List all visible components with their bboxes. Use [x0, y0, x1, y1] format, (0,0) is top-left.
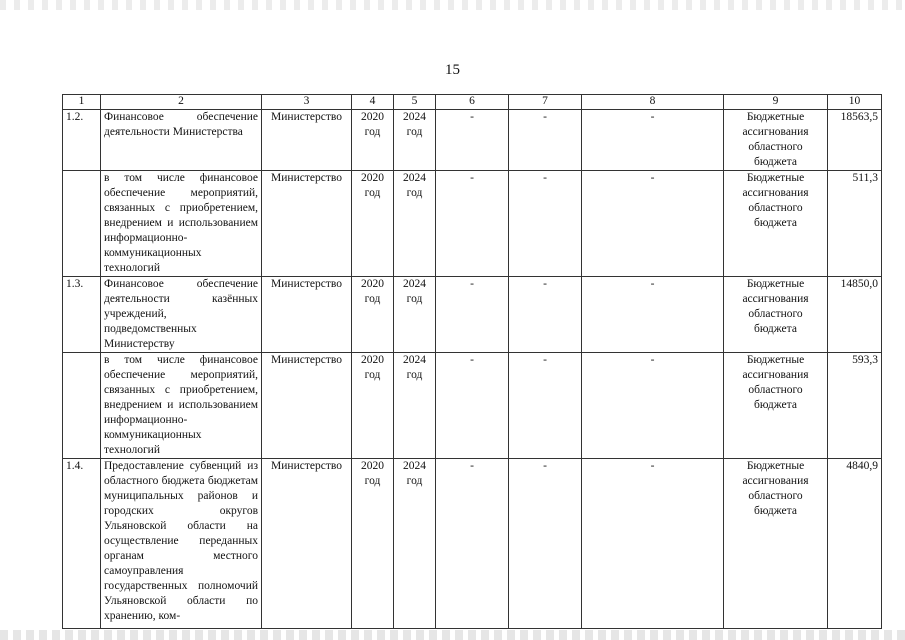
- row-executor: Министерство: [262, 277, 352, 353]
- row-end-year: 2024 год: [394, 277, 436, 353]
- row-start-year: 2020 год: [352, 110, 394, 171]
- page-number: 15: [445, 62, 460, 78]
- scan-edge-bottom: [0, 630, 905, 640]
- column-header: 1: [63, 95, 101, 110]
- row-col8: -: [582, 459, 724, 629]
- table-row: [63, 171, 882, 277]
- table-row: [63, 353, 882, 459]
- table-row: [63, 277, 882, 353]
- row-executor: Министерство: [262, 353, 352, 459]
- table-row: [63, 459, 882, 629]
- table-row: [63, 110, 882, 171]
- row-executor: Министерство: [262, 459, 352, 629]
- row-amount: 593,3: [828, 353, 882, 459]
- row-col6: -: [436, 277, 509, 353]
- row-end-year: 2024 год: [394, 353, 436, 459]
- row-col7: -: [509, 353, 582, 459]
- row-end-year: 2024 год: [394, 171, 436, 277]
- row-start-year: 2020 год: [352, 459, 394, 629]
- row-number: 1.2.: [63, 110, 101, 171]
- row-funding-source: Бюджетные ассигнования областного бюджета: [724, 110, 828, 171]
- row-col7: -: [509, 277, 582, 353]
- row-description: в том числе финансовое обеспечение мероприятий, связанных с приобретением, внедрением и использованием информационно-коммуникационных технологий: [101, 353, 262, 459]
- row-amount: 4840,9: [828, 459, 882, 629]
- column-header: 4: [352, 95, 394, 110]
- row-description: Финансовое обеспечение деятельности казённых учреждений, подведомственных Министерству: [101, 277, 262, 353]
- row-col7: -: [509, 110, 582, 171]
- column-header: 3: [262, 95, 352, 110]
- column-header: 9: [724, 95, 828, 110]
- row-funding-source: Бюджетные ассигнования областного бюджета: [724, 459, 828, 629]
- row-number: 1.4.: [63, 459, 101, 629]
- program-table: [62, 94, 882, 629]
- column-header: 6: [436, 95, 509, 110]
- row-col6: -: [436, 171, 509, 277]
- row-col8: -: [582, 110, 724, 171]
- row-funding-source: Бюджетные ассигнования областного бюджета: [724, 353, 828, 459]
- column-header: 2: [101, 95, 262, 110]
- row-number: [63, 171, 101, 277]
- row-number: [63, 353, 101, 459]
- column-header: 8: [582, 95, 724, 110]
- row-col6: -: [436, 353, 509, 459]
- row-description: Финансовое обеспечение деятельности Министерства: [101, 110, 262, 171]
- row-executor: Министерство: [262, 110, 352, 171]
- column-number-row: [63, 95, 882, 110]
- column-header: 5: [394, 95, 436, 110]
- row-description: Предоставление субвенций из областного бюджета бюджетам муниципальных районов и городских округов Ульяновской области на осуществление переданных органам местного самоуправления государственных полномочий Ульяновской области по хранению, ком-: [101, 459, 262, 629]
- row-funding-source: Бюджетные ассигнования областного бюджета: [724, 277, 828, 353]
- row-description: в том числе финансовое обеспечение мероприятий, связанных с приобретением, внедрением и использованием информационно-коммуникационных технологий: [101, 171, 262, 277]
- row-number: 1.3.: [63, 277, 101, 353]
- row-executor: Министерство: [262, 171, 352, 277]
- column-header: 7: [509, 95, 582, 110]
- row-amount: 511,3: [828, 171, 882, 277]
- row-end-year: 2024 год: [394, 110, 436, 171]
- row-col6: -: [436, 459, 509, 629]
- row-amount: 18563,5: [828, 110, 882, 171]
- row-col8: -: [582, 171, 724, 277]
- scan-edge-top: [0, 0, 905, 10]
- row-col6: -: [436, 110, 509, 171]
- row-col7: -: [509, 459, 582, 629]
- row-col8: -: [582, 277, 724, 353]
- column-header: 10: [828, 95, 882, 110]
- row-start-year: 2020 год: [352, 353, 394, 459]
- row-col8: -: [582, 353, 724, 459]
- row-start-year: 2020 год: [352, 171, 394, 277]
- row-start-year: 2020 год: [352, 277, 394, 353]
- row-amount: 14850,0: [828, 277, 882, 353]
- row-col7: -: [509, 171, 582, 277]
- row-funding-source: Бюджетные ассигнования областного бюджета: [724, 171, 828, 277]
- row-end-year: 2024 год: [394, 459, 436, 629]
